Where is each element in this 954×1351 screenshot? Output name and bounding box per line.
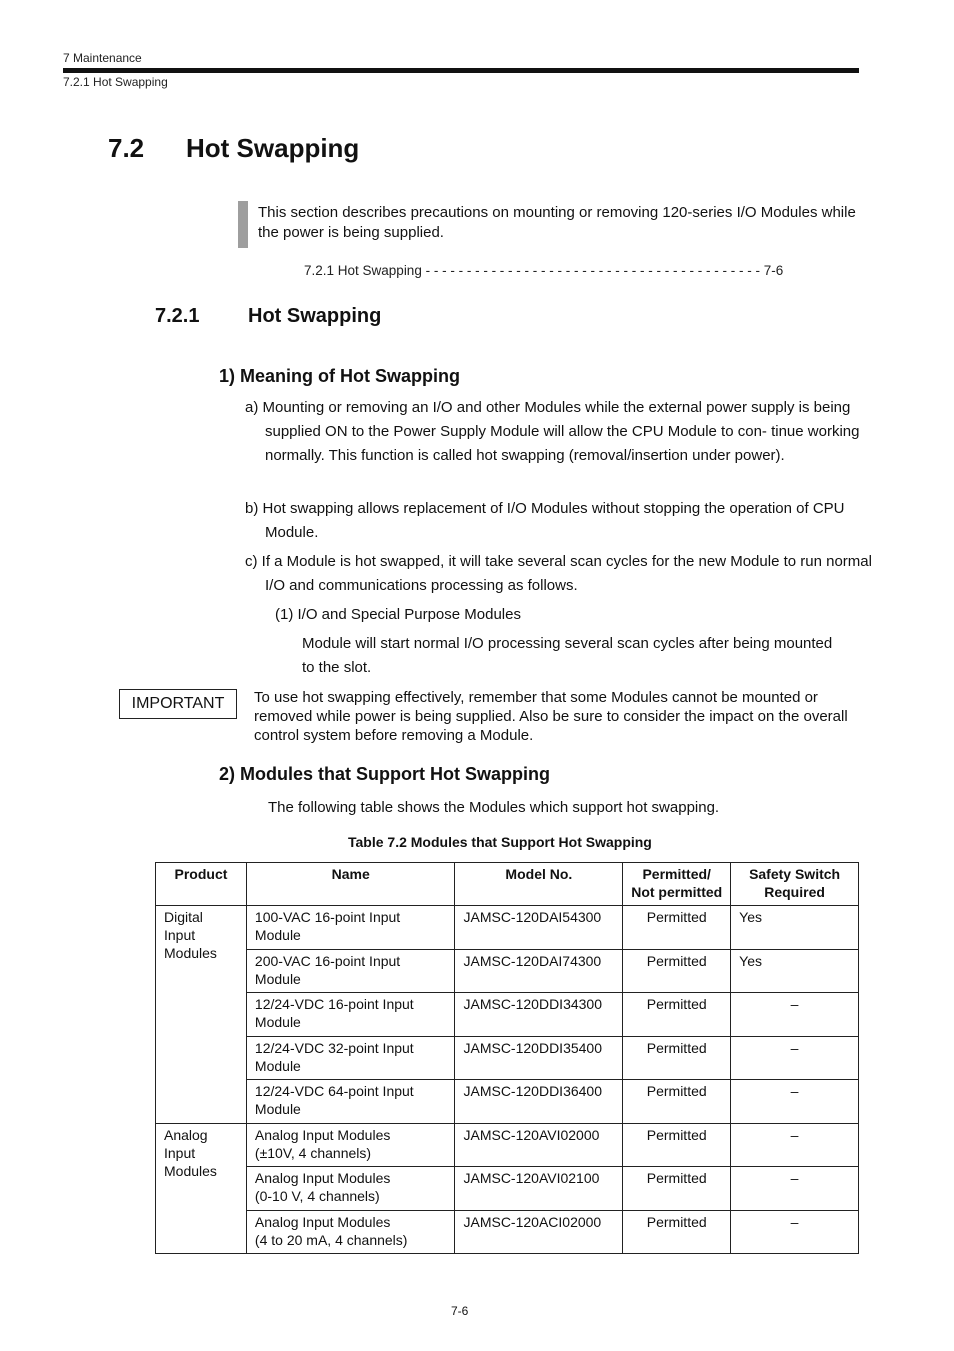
toc-page: 7-6 [763, 263, 784, 278]
model-cell: JAMSC-120DDI34300 [455, 993, 623, 1037]
safety-cell: – [731, 1123, 859, 1167]
meaning-item-c: c) If a Module is hot swapped, it will take several scan cycles for the new Module to run normal I/O and communications processing as follows. [245, 553, 872, 594]
model-cell: JAMSC-120DDI36400 [455, 1080, 623, 1124]
safety-cell: – [731, 1210, 859, 1254]
meaning-c1-text: Module will start normal I/O processing several scan cycles after being mounted to the slot. [302, 635, 833, 676]
permitted-cell: Permitted [623, 1036, 731, 1080]
meaning-item-a: a) Mounting or removing an I/O and other Modules while the external power supply is being supplied ON to the Power Supply Module will allow the CPU Module to con- tinue working normally. This function is called hot swapping (removal/insertion under power). [245, 399, 860, 464]
permitted-cell: Permitted [623, 1123, 731, 1167]
model-cell: JAMSC-120AVI02000 [455, 1123, 623, 1167]
safety-cell: Yes [731, 906, 859, 950]
subsection-number: 7.2.1 [155, 305, 200, 327]
model-cell: JAMSC-120ACI02000 [455, 1210, 623, 1254]
table-header-row [156, 863, 859, 906]
header-safety: Safety Switch Required [731, 863, 859, 906]
table-caption: Table 7.2 Modules that Support Hot Swapping [348, 834, 652, 850]
intro-text: This section describes precautions on mounting or removing 120-series I/O Modules while the power is being supplied. [258, 204, 856, 241]
permitted-cell: Permitted [623, 1167, 731, 1211]
table-row [156, 949, 859, 993]
permitted-cell: Permitted [623, 1210, 731, 1254]
subsection-title: Hot Swapping [248, 305, 382, 327]
toc-label: 7.2.1 Hot Swapping [304, 263, 422, 278]
meaning-heading: 1) Meaning of Hot Swapping [219, 366, 460, 386]
header-chapter: 7 Maintenance [63, 51, 142, 65]
table-row [156, 906, 859, 950]
page-number: 7-6 [451, 1304, 469, 1318]
safety-cell: – [731, 993, 859, 1037]
header-section: 7.2.1 Hot Swapping [63, 75, 168, 89]
name-cell: 12/24-VDC 16-point Input Module [246, 993, 455, 1037]
permitted-cell: Permitted [623, 949, 731, 993]
header-product: Product [156, 863, 247, 906]
section-number: 7.2 [108, 133, 145, 163]
section-title: Hot Swapping [186, 133, 360, 163]
name-cell: Analog Input Modules (±10V, 4 channels) [246, 1123, 455, 1167]
table-row [156, 1036, 859, 1080]
name-cell: Analog Input Modules (4 to 20 mA, 4 channels) [246, 1210, 455, 1254]
model-cell: JAMSC-120DAI54300 [455, 906, 623, 950]
table-row [156, 1210, 859, 1254]
modules-table [155, 862, 859, 1254]
product-cell-digital: Digital Input Modules [156, 906, 247, 1124]
table-row [156, 993, 859, 1037]
name-cell: 100-VAC 16-point Input Module [246, 906, 455, 950]
table-row [156, 1080, 859, 1124]
product-cell-analog: Analog Input Modules [156, 1123, 247, 1254]
name-cell: 12/24-VDC 32-point Input Module [246, 1036, 455, 1080]
permitted-cell: Permitted [623, 1080, 731, 1124]
name-cell: 200-VAC 16-point Input Module [246, 949, 455, 993]
meaning-c1-label: (1) I/O and Special Purpose Modules [275, 606, 521, 623]
safety-cell: Yes [731, 949, 859, 993]
header-permitted: Permitted/ Not permitted [623, 863, 731, 906]
permitted-cell: Permitted [623, 906, 731, 950]
modules-intro: The following table shows the Modules which support hot swapping. [268, 799, 720, 816]
safety-cell: – [731, 1036, 859, 1080]
toc-entry[interactable] [304, 263, 783, 278]
header-name: Name [246, 863, 455, 906]
important-label: IMPORTANT [119, 689, 237, 719]
table-row [156, 1123, 859, 1167]
header-model: Model No. [455, 863, 623, 906]
permitted-cell: Permitted [623, 993, 731, 1037]
header-rule [63, 68, 859, 73]
model-cell: JAMSC-120DAI74300 [455, 949, 623, 993]
name-cell: Analog Input Modules (0-10 V, 4 channels) [246, 1167, 455, 1211]
intro-bar [238, 201, 248, 248]
model-cell: JAMSC-120AVI02100 [455, 1167, 623, 1211]
important-text: To use hot swapping effectively, remember that some Modules cannot be mounted or removed while power is being supplied. Also be sure to consider the impact on the overall control system before removing a Module. [254, 689, 848, 744]
name-cell: 12/24-VDC 64-point Input Module [246, 1080, 455, 1124]
meaning-item-b: b) Hot swapping allows replacement of I/O Modules without stopping the operation of CPU Module. [245, 500, 845, 541]
safety-cell: – [731, 1167, 859, 1211]
toc-leader: - - - - - - - - - - - - - - - - - - - - - - - - - - - - - - - - - - - - - - - - - [421, 263, 764, 278]
table-row [156, 1167, 859, 1211]
modules-heading: 2) Modules that Support Hot Swapping [219, 764, 550, 784]
safety-cell: – [731, 1080, 859, 1124]
model-cell: JAMSC-120DDI35400 [455, 1036, 623, 1080]
